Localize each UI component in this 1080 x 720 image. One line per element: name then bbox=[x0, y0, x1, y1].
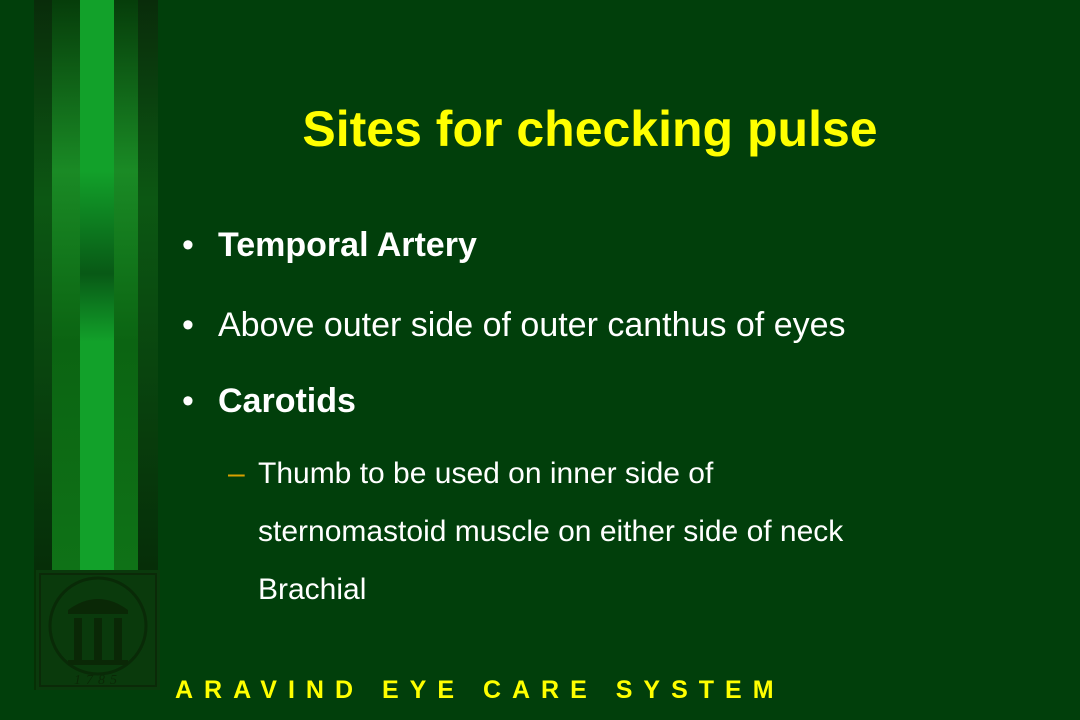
pillars-emblem-icon bbox=[36, 570, 160, 690]
bullet-dot: • bbox=[182, 226, 194, 264]
sub-bullet-dash: – bbox=[228, 457, 245, 490]
bullet-text: Above outer side of outer canthus of eyes bbox=[218, 306, 846, 344]
sub-bullet-line: Brachial bbox=[258, 573, 367, 606]
logo bbox=[34, 570, 160, 690]
bullet-text: Carotids bbox=[218, 382, 356, 420]
bullet-dot: • bbox=[182, 306, 194, 344]
logo-year: 1785 bbox=[74, 673, 122, 688]
bullet-dot: • bbox=[182, 382, 194, 420]
bullet-item bbox=[182, 382, 356, 421]
footer-brand: ARAVIND EYE CARE SYSTEM bbox=[175, 676, 785, 704]
band-center-shade bbox=[80, 0, 114, 570]
sub-bullet-line: Thumb to be used on inner side of bbox=[258, 457, 714, 490]
bullet-item bbox=[182, 306, 846, 345]
sub-bullet-line: sternomastoid muscle on either side of neck bbox=[258, 515, 844, 548]
slide-title: Sites for checking pulse bbox=[302, 101, 878, 157]
bullet-text: Temporal Artery bbox=[218, 226, 477, 264]
sub-bullet-item bbox=[228, 457, 713, 491]
bullet-item bbox=[182, 226, 477, 265]
